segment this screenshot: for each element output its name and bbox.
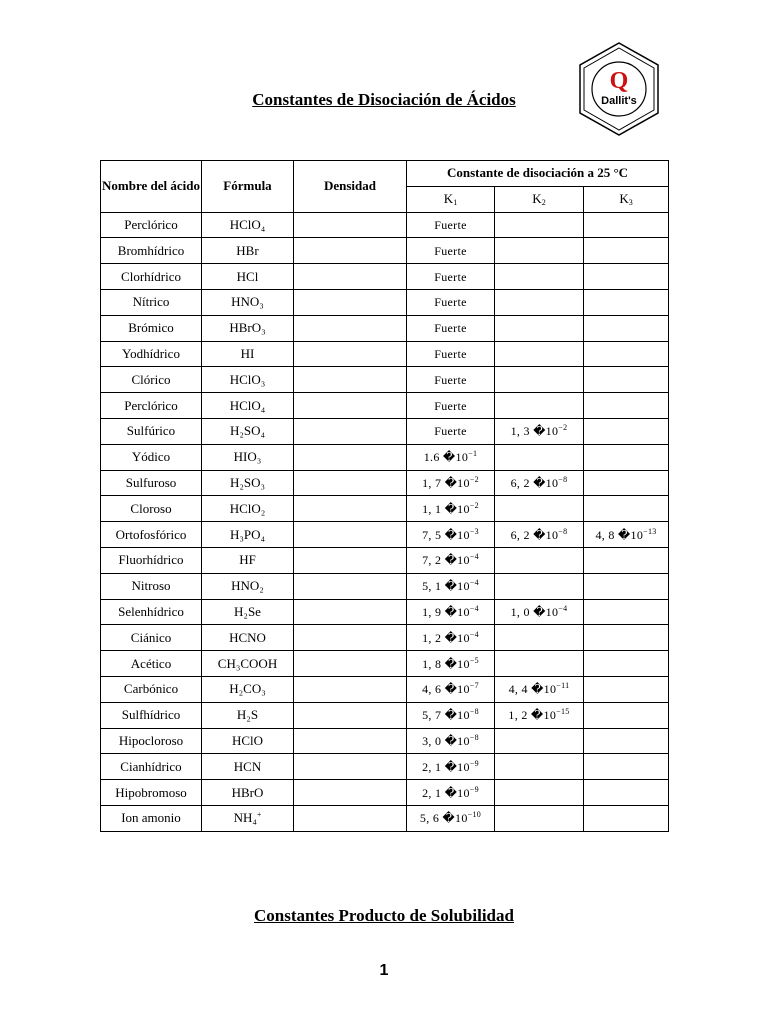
k3-cell: 4, 8 $�10^{-13}$ [584,522,669,548]
hexagon-logo-icon [576,40,662,138]
k1-cell: 7, 5 $�10^{-3}$ [407,522,495,548]
formula-cell: HI [202,341,294,367]
k3-cell [584,780,669,806]
acid-name-cell: Clórico [101,367,202,393]
density-cell [294,651,407,677]
k2-cell [495,573,584,599]
k3-cell [584,599,669,625]
k2-cell [495,496,584,522]
k3-cell [584,289,669,315]
k1-cell: 7, 2 $�10^{-4}$ [407,547,495,573]
density-cell [294,289,407,315]
table-row [101,780,669,806]
k1-cell: 1, 8 $�10^{-5}$ [407,651,495,677]
formula-cell: HCl [202,264,294,290]
k3-cell [584,547,669,573]
density-cell [294,315,407,341]
page-title: Constantes de Disociación de Ácidos [252,90,516,109]
k3-cell [584,341,669,367]
acid-name-cell: Cloroso [101,496,202,522]
acid-name-cell: Ciánico [101,625,202,651]
k3-cell [584,754,669,780]
k3-cell [584,470,669,496]
k2-cell [495,393,584,419]
header-nombre: Nombre del ácido [101,161,202,213]
table-row [101,522,669,548]
density-cell [294,418,407,444]
table-row [101,754,669,780]
acid-name-cell: Perclórico [101,212,202,238]
header-k3: $K_3$ [584,186,669,212]
density-cell [294,599,407,625]
table-row [101,496,669,522]
table-row [101,289,669,315]
k3-cell [584,702,669,728]
formula-cell: HClO₃ [202,367,294,393]
page-number: 1 [379,962,389,979]
density-cell [294,393,407,419]
acid-name-cell: Acético [101,651,202,677]
density-cell [294,522,407,548]
density-cell [294,625,407,651]
k2-cell: 6, 2 $�10^{-8}$ [495,470,584,496]
density-cell [294,212,407,238]
formula-cell: HBrO₃ [202,315,294,341]
k1-cell: Fuerte [407,418,495,444]
acid-name-cell: Carbónico [101,676,202,702]
acid-name-cell: Bromhídrico [101,238,202,264]
k2-cell [495,547,584,573]
table-row [101,238,669,264]
dallits-logo [576,40,662,138]
density-cell [294,676,407,702]
acid-name-cell: Sulfhídrico [101,702,202,728]
formula-cell: HClO₄ [202,393,294,419]
k1-cell: 5, 6 $�10^{-10}$ [407,805,495,831]
formula-cell: HCNO [202,625,294,651]
table-row [101,264,669,290]
k1-cell: Fuerte [407,315,495,341]
k3-cell [584,573,669,599]
formula-cell: HNO₃ [202,289,294,315]
density-cell [294,573,407,599]
table-row [101,676,669,702]
density-cell [294,547,407,573]
k3-cell [584,625,669,651]
k2-cell: 4, 4 $�10^{-11}$ [495,676,584,702]
table-row [101,470,669,496]
acid-name-cell: Brómico [101,315,202,341]
acid-name-cell: Clorhídrico [101,264,202,290]
k3-cell [584,805,669,831]
k1-cell: 3, 0 $�10^{-8}$ [407,728,495,754]
acid-name-cell: Sulfúrico [101,418,202,444]
k2-cell [495,805,584,831]
acid-name-cell: Selenhídrico [101,599,202,625]
density-cell [294,238,407,264]
table-row [101,805,669,831]
k3-cell [584,238,669,264]
formula-cell: HClO₂ [202,496,294,522]
formula-cell: H₂Se [202,599,294,625]
logo-letter: Q [609,68,629,94]
k2-cell: 1, 2 $�10^{-15}$ [495,702,584,728]
density-cell [294,444,407,470]
density-cell [294,470,407,496]
logo-text: Dallit's [601,95,637,107]
k3-cell [584,315,669,341]
k3-cell [584,393,669,419]
k3-cell [584,444,669,470]
k1-cell: 1, 2 $�10^{-4}$ [407,625,495,651]
formula-cell: H₂SO₃ [202,470,294,496]
k2-cell [495,341,584,367]
formula-cell: HNO₂ [202,573,294,599]
table-row [101,341,669,367]
k1-cell: 1, 9 $�10^{-4}$ [407,599,495,625]
k1-cell: 2, 1 $�10^{-9}$ [407,780,495,806]
acid-name-cell: Perclórico [101,393,202,419]
formula-cell: HClO₄ [202,212,294,238]
acid-name-cell: Cianhídrico [101,754,202,780]
dissociation-constants-table [100,160,669,832]
k2-cell [495,289,584,315]
header-k2: $K_2$ [495,186,584,212]
table-row [101,547,669,573]
formula-cell: HCN [202,754,294,780]
k2-cell: 1, 0 $�10^{-4}$ [495,599,584,625]
k1-cell: Fuerte [407,264,495,290]
table-row [101,212,669,238]
table-row [101,651,669,677]
k1-cell: 5, 1 $�10^{-4}$ [407,573,495,599]
k1-cell: 5, 7 $�10^{-8}$ [407,702,495,728]
density-cell [294,264,407,290]
k2-cell [495,444,584,470]
acid-name-cell: Ion amonio [101,805,202,831]
density-cell [294,702,407,728]
k2-cell [495,315,584,341]
acid-name-cell: Nítrico [101,289,202,315]
k2-cell [495,238,584,264]
header-k1: $K_1$ [407,186,495,212]
acid-name-cell: Nitroso [101,573,202,599]
k3-cell [584,651,669,677]
table-row [101,444,669,470]
solubility-section-title: Constantes Producto de Solubilidad [254,906,514,925]
k3-cell [584,728,669,754]
formula-cell: HBrO [202,780,294,806]
acid-name-cell: Hipobromoso [101,780,202,806]
k2-cell [495,728,584,754]
k2-cell [495,367,584,393]
k3-cell [584,264,669,290]
k2-cell: 1, 3 $�10^{-2}$ [495,418,584,444]
formula-cell: CH₃COOH [202,651,294,677]
acid-name-cell: Hipocloroso [101,728,202,754]
k3-cell [584,496,669,522]
table-row [101,367,669,393]
header-formula: Fórmula [202,161,294,213]
formula-cell: HF [202,547,294,573]
table-row [101,599,669,625]
k1-cell: 4, 6 $�10^{-7}$ [407,676,495,702]
k2-cell: 6, 2 $�10^{-8}$ [495,522,584,548]
acid-name-cell: Fluorhídrico [101,547,202,573]
acid-name-cell: Ortofosfórico [101,522,202,548]
k3-cell [584,676,669,702]
k2-cell [495,264,584,290]
table-row [101,573,669,599]
formula-cell: HClO [202,728,294,754]
k2-cell [495,625,584,651]
k1-cell: 1.6 $�10^{-1}$ [407,444,495,470]
k3-cell [584,367,669,393]
density-cell [294,496,407,522]
table-row [101,418,669,444]
k2-cell [495,780,584,806]
density-cell [294,754,407,780]
k1-cell: Fuerte [407,212,495,238]
acid-name-cell: Yódico [101,444,202,470]
table-row [101,315,669,341]
formula-cell: NH₄+ [202,805,294,831]
k1-cell: Fuerte [407,238,495,264]
formula-cell: HIO₃ [202,444,294,470]
table-header-row [101,161,669,187]
header-densidad: Densidad [294,161,407,213]
table-row [101,625,669,651]
formula-cell: H₂CO₃ [202,676,294,702]
table-row [101,393,669,419]
formula-cell: H₂SO₄ [202,418,294,444]
k1-cell: 2, 1 $�10^{-9}$ [407,754,495,780]
k1-cell: 1, 1 $�10^{-2}$ [407,496,495,522]
header-constante: Constante de disociación a 25 °C [407,161,669,187]
density-cell [294,728,407,754]
acid-name-cell: Yodhídrico [101,341,202,367]
k2-cell [495,754,584,780]
density-cell [294,805,407,831]
k3-cell [584,418,669,444]
table-row [101,728,669,754]
k1-cell: Fuerte [407,393,495,419]
formula-cell: HBr [202,238,294,264]
formula-cell: H₂S [202,702,294,728]
k3-cell [584,212,669,238]
table-row [101,702,669,728]
acid-name-cell: Sulfuroso [101,470,202,496]
k1-cell: Fuerte [407,341,495,367]
density-cell [294,341,407,367]
k2-cell [495,212,584,238]
formula-cell: H₃PO₄ [202,522,294,548]
k1-cell: Fuerte [407,367,495,393]
k2-cell [495,651,584,677]
k1-cell: Fuerte [407,289,495,315]
k1-cell: 1, 7 $�10^{-2}$ [407,470,495,496]
density-cell [294,367,407,393]
density-cell [294,780,407,806]
